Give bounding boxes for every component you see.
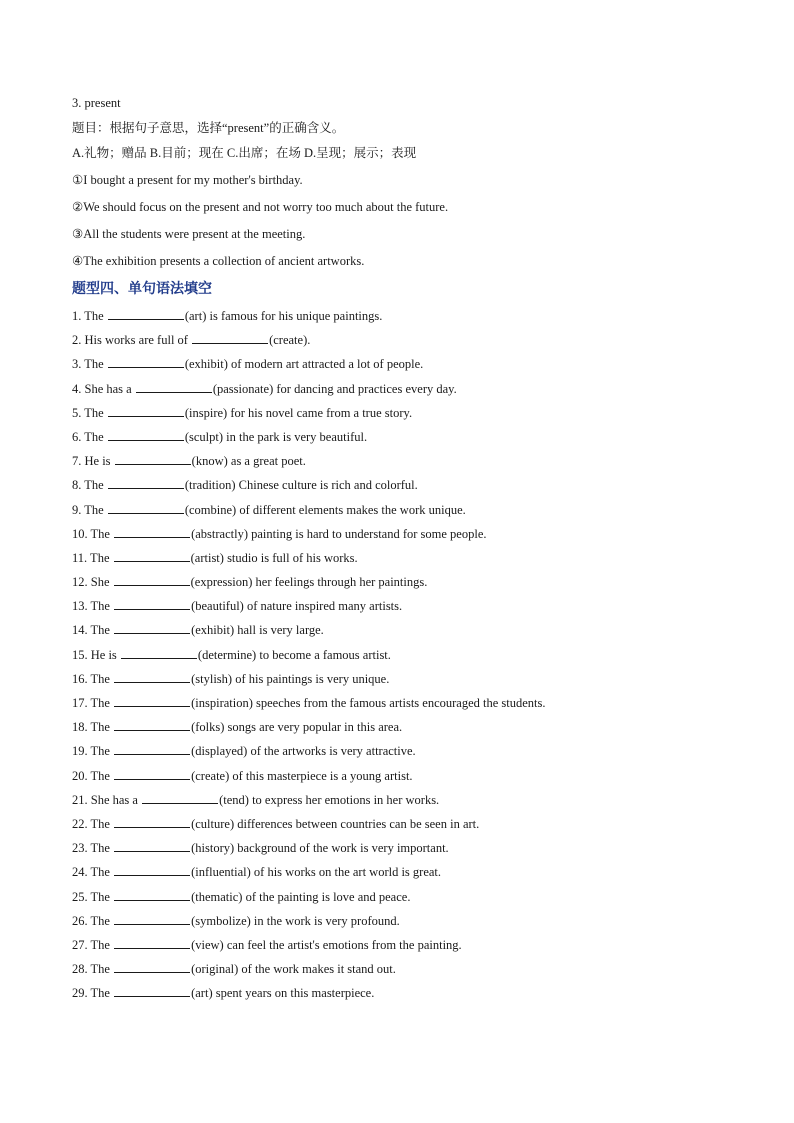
answer-blank[interactable] xyxy=(114,839,190,852)
item-tail-text: (thematic) of the painting is love and peace. xyxy=(191,889,411,904)
item-lead-text: 3. The xyxy=(72,357,104,372)
item-lead-text: 6. The xyxy=(72,429,104,444)
item-lead-text: 15. He is xyxy=(72,647,117,662)
item-tail-text: (original) of the work makes it stand out. xyxy=(191,962,396,977)
item-tail-text: (passionate) for dancing and practices every day. xyxy=(212,381,457,396)
item-lead-text: 27. The xyxy=(72,937,110,952)
list-item xyxy=(72,525,722,549)
item-tail-text: (inspire) for his novel came from a true story. xyxy=(184,405,413,420)
answer-blank[interactable] xyxy=(108,404,184,417)
answer-blank[interactable] xyxy=(108,307,184,320)
item-tail-text: (art) spent years on this masterpiece. xyxy=(191,986,375,1001)
answer-blank[interactable] xyxy=(192,331,268,344)
item-tail-text: (combine) of different elements makes the work unique. xyxy=(184,502,466,517)
list-item xyxy=(72,718,722,742)
example-sentence-1: ①I bought a present for my mother's birthday. xyxy=(72,173,303,187)
fill-in-blank-list xyxy=(72,307,722,1008)
section-title: 题型四、单句语法填空 xyxy=(72,281,212,297)
list-item xyxy=(72,767,722,791)
answer-blank[interactable] xyxy=(108,428,184,441)
item-lead-text: 12. She xyxy=(72,575,110,590)
answer-blank[interactable] xyxy=(114,888,190,901)
item-lead-text: 22. The xyxy=(72,816,110,831)
item-tail-text: (abstractly) painting is hard to understand for some people. xyxy=(191,526,487,541)
example-sentence-4: ④The exhibition presents a collection of ancient artworks. xyxy=(72,254,365,268)
example-sentence-3: ③All the students were present at the meeting. xyxy=(72,227,306,241)
list-item xyxy=(72,936,722,960)
list-item xyxy=(72,404,722,428)
item-lead-text: 13. The xyxy=(72,599,110,614)
item-tail-text: (history) background of the work is very important. xyxy=(191,841,449,856)
list-item xyxy=(72,742,722,766)
answer-blank[interactable] xyxy=(114,597,190,610)
answer-blank[interactable] xyxy=(114,694,190,707)
list-item xyxy=(72,331,722,355)
answer-blank[interactable] xyxy=(114,621,190,634)
list-item xyxy=(72,452,722,476)
answer-blank[interactable] xyxy=(114,984,190,997)
list-item xyxy=(72,355,722,379)
item-tail-text: (exhibit) hall is very large. xyxy=(191,623,324,638)
answer-blank[interactable] xyxy=(114,573,190,586)
item-lead-text: 11. The xyxy=(72,550,110,565)
list-item xyxy=(72,573,722,597)
document-page xyxy=(72,94,722,1008)
item-tail-text: (exhibit) of modern art attracted a lot of people. xyxy=(184,357,424,372)
item-lead-text: 19. The xyxy=(72,744,110,759)
list-item xyxy=(72,597,722,621)
answer-blank[interactable] xyxy=(114,525,190,538)
item-tail-text: (displayed) of the artworks is very attractive. xyxy=(191,744,416,759)
answer-blank[interactable] xyxy=(136,380,212,393)
answer-blank[interactable] xyxy=(114,549,190,562)
answer-blank[interactable] xyxy=(142,791,218,804)
item-tail-text: (folks) songs are very popular in this area. xyxy=(191,720,403,735)
word-meaning-question xyxy=(72,94,722,279)
list-item xyxy=(72,670,722,694)
item-lead-text: 28. The xyxy=(72,962,110,977)
item-lead-text: 25. The xyxy=(72,889,110,904)
item-lead-text: 14. The xyxy=(72,623,110,638)
item-tail-text: (artist) studio is full of his works. xyxy=(190,550,358,565)
answer-blank[interactable] xyxy=(114,670,190,683)
answer-blank[interactable] xyxy=(114,767,190,780)
answer-blank[interactable] xyxy=(114,863,190,876)
item-lead-text: 8. The xyxy=(72,478,104,493)
item-tail-text: (expression) her feelings through her paintings. xyxy=(190,575,428,590)
item-lead-text: 17. The xyxy=(72,696,110,710)
item-tail-text: (create) of this masterpiece is a young artist. xyxy=(191,768,413,783)
item-lead-text: 24. The xyxy=(72,865,110,880)
example-sentence-2: ②We should focus on the present and not worry too much about the future. xyxy=(72,200,449,214)
item-tail-text: (view) can feel the artist's emotions from the painting. xyxy=(191,937,462,952)
list-item xyxy=(72,912,722,936)
list-item xyxy=(72,888,722,912)
item-tail-text: (tradition) Chinese culture is rich and colorful. xyxy=(184,478,418,493)
list-item xyxy=(72,621,722,645)
list-item xyxy=(72,307,722,331)
answer-blank[interactable] xyxy=(121,646,197,659)
list-item xyxy=(72,815,722,839)
item-lead-text: 18. The xyxy=(72,720,110,735)
answer-blank[interactable] xyxy=(114,815,190,828)
item-lead-text: 9. The xyxy=(72,502,104,517)
answer-blank[interactable] xyxy=(108,355,184,368)
item-lead-text: 16. The xyxy=(72,671,110,686)
answer-blank[interactable] xyxy=(108,501,184,514)
answer-blank[interactable] xyxy=(114,912,190,925)
item-tail-text: (art) is famous for his unique paintings. xyxy=(184,309,383,323)
item-lead-text: 29. The xyxy=(72,986,110,1001)
item-lead-text: 20. The xyxy=(72,768,110,783)
list-item xyxy=(72,960,722,984)
answer-options: A.礼物；赠品 B.目前；现在 C.出席；在场 D.呈现；展示；表现 xyxy=(72,146,417,160)
list-item xyxy=(72,428,722,452)
item-lead-text: 26. The xyxy=(72,913,110,928)
item-lead-text: 21. She has a xyxy=(72,792,138,807)
list-item xyxy=(72,984,722,1008)
list-item xyxy=(72,549,722,573)
list-item xyxy=(72,646,722,670)
item-tail-text: (culture) differences between countries can be seen in art. xyxy=(191,816,480,831)
item-lead-text: 23. The xyxy=(72,841,110,856)
list-item xyxy=(72,839,722,863)
item-lead-text: 1. The xyxy=(72,309,104,323)
item-tail-text: (stylish) of his paintings is very unique. xyxy=(191,671,390,686)
answer-blank[interactable] xyxy=(114,936,190,949)
list-item xyxy=(72,863,722,887)
list-item xyxy=(72,476,722,500)
item-lead-text: 10. The xyxy=(72,526,110,541)
answer-blank[interactable] xyxy=(108,476,184,489)
item-tail-text: (symbolize) in the work is very profound. xyxy=(191,913,400,928)
item-tail-text: (determine) to become a famous artist. xyxy=(197,647,391,662)
answer-blank[interactable] xyxy=(114,742,190,755)
list-item xyxy=(72,791,722,815)
item-lead-text: 7. He is xyxy=(72,454,111,469)
item-tail-text: (create). xyxy=(269,333,311,348)
answer-blank[interactable] xyxy=(114,718,190,731)
item-lead-text: 2. His works are full of xyxy=(72,333,188,348)
item-lead-text: 4. She has a xyxy=(72,381,132,396)
item-tail-text: (inspiration) speeches from the famous artists encouraged the students. xyxy=(191,696,546,710)
list-item xyxy=(72,380,722,404)
item-lead-text: 5. The xyxy=(72,405,104,420)
question-prompt: 题目：根据句子意思，选择“present”的正确含义。 xyxy=(72,121,345,135)
list-item xyxy=(72,694,722,718)
list-item xyxy=(72,501,722,525)
item-tail-text: (know) as a great poet. xyxy=(191,454,306,469)
question-heading: 3. present xyxy=(72,96,121,110)
item-tail-text: (sculpt) in the park is very beautiful. xyxy=(184,429,368,444)
item-tail-text: (beautiful) of nature inspired many artists. xyxy=(191,599,403,614)
item-tail-text: (influential) of his works on the art world is great. xyxy=(191,865,442,880)
answer-blank[interactable] xyxy=(114,960,190,973)
answer-blank[interactable] xyxy=(115,452,191,465)
item-tail-text: (tend) to express her emotions in her works. xyxy=(219,792,440,807)
